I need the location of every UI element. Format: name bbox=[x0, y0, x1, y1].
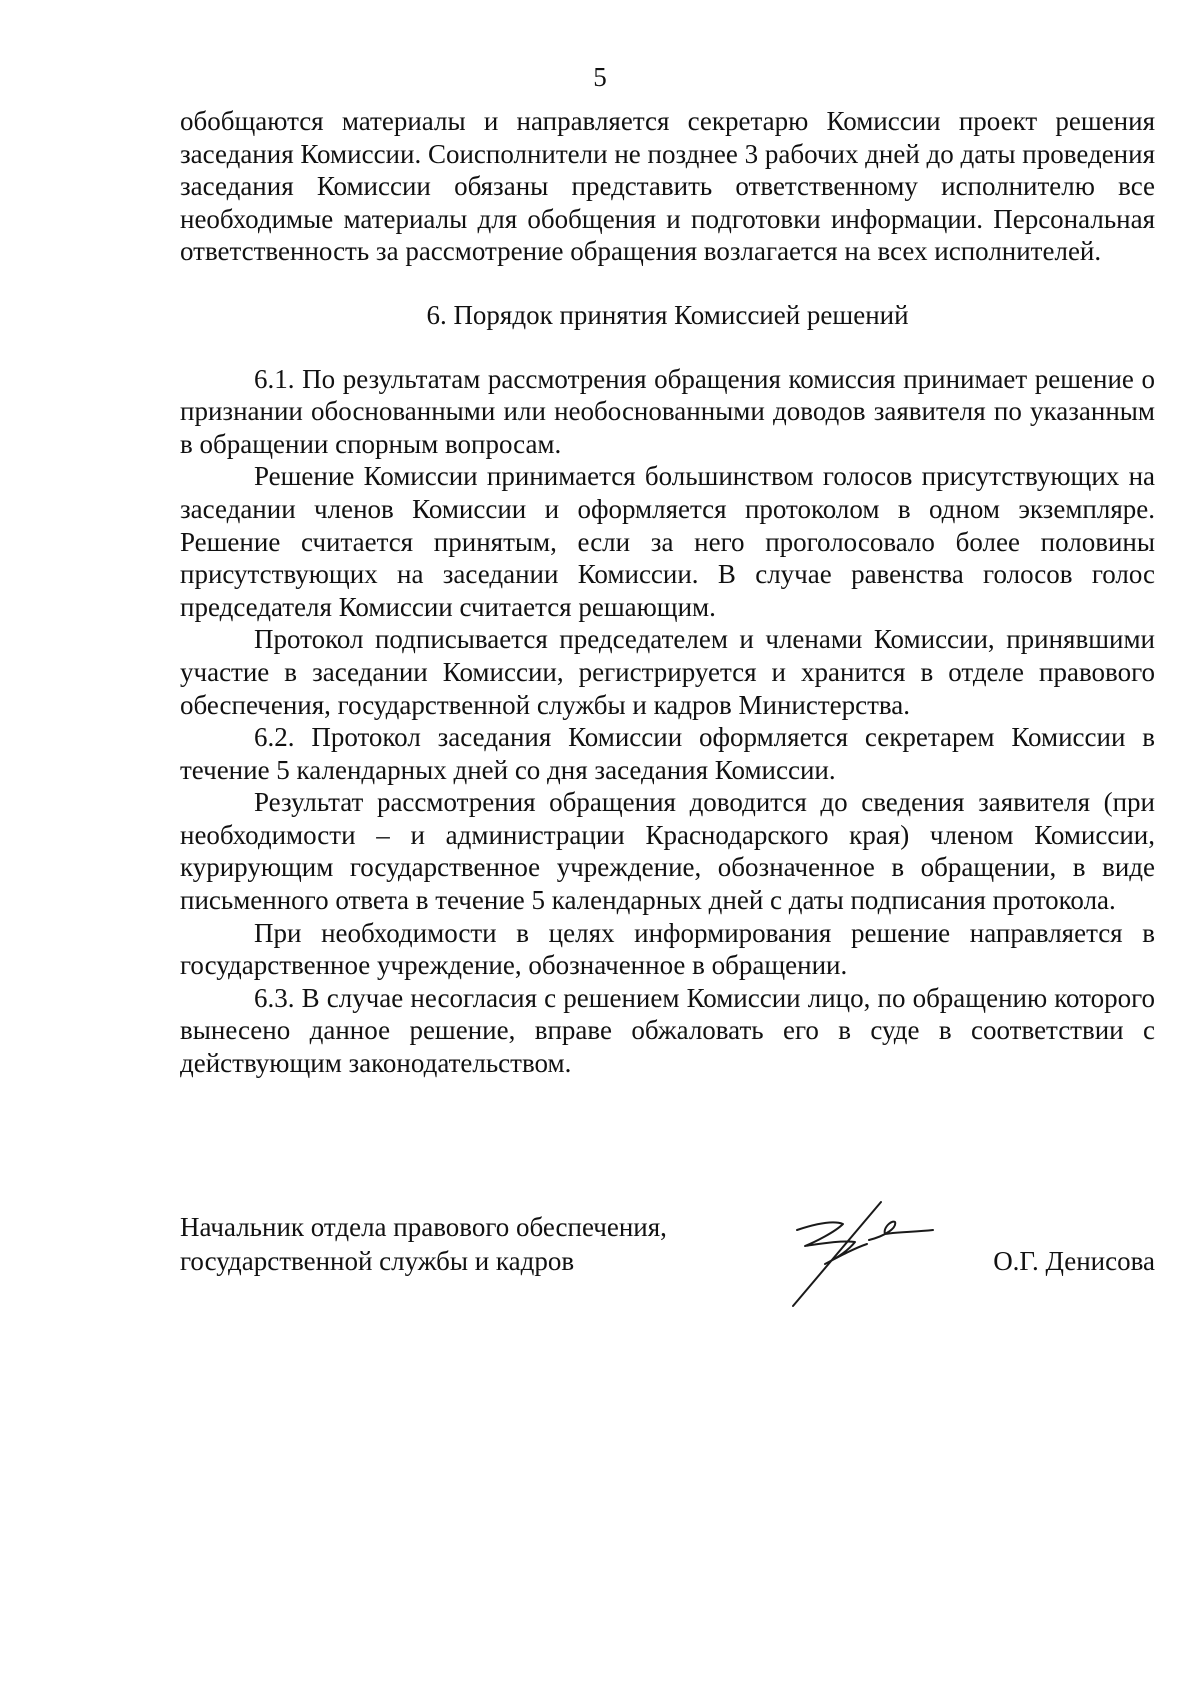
paragraph-protocol-signing: Протокол подписывается председателем и членами Комиссии, принявшими участие в заседании Комиссии, регистрируется и хранится в отделе правового обеспечения, государственной службы и кадров Министерства. bbox=[180, 624, 1155, 720]
signatory-name: О.Г. Денисова bbox=[993, 1246, 1155, 1276]
paragraph-6-1: 6.1. По результатам рассмотрения обращения комиссия принимает решение о признании обоснованными или необоснованными доводов заявителя по указанным в обращении спорным вопросам. bbox=[180, 363, 1155, 459]
section-heading: 6. Порядок принятия Комиссией решений bbox=[426, 299, 909, 330]
signatory-title-line-1: Начальник отдела правового обеспечения, bbox=[180, 1212, 667, 1242]
paragraph-6-3: 6.3. В случае несогласия с решением Комиссии лицо, по обращению которого вынесено данное решение, вправе обжаловать его в суде в соответствии с действующим законодательством. bbox=[180, 982, 1155, 1079]
signatory-title-line-2: государственной службы и кадров bbox=[180, 1246, 575, 1276]
page-number: 5 bbox=[593, 62, 607, 92]
signature-block bbox=[180, 1210, 1155, 1320]
paragraph-decision-voting: Решение Комиссии принимается большинством голосов присутствующих на заседании членов Комиссии и оформляется протоколом в одном экземпляре. Решение считается принятым, если за него проголосовало более половины присутствующих на заседании Комиссии. В случае равенства голосов голос председателя Комиссии считается решающим. bbox=[180, 461, 1155, 622]
paragraph-result-notification: Результат рассмотрения обращения доводится до сведения заявителя (при необходимости – и администрации Краснодарского края) членом Комиссии, курирующим государственное учреждение, обозначенное в обращении, в виде письменного ответа в течение 5 календарных дней с даты подписания протокола. bbox=[180, 787, 1155, 916]
signatory-title bbox=[180, 1210, 740, 1278]
paragraph-6-2: 6.2. Протокол заседания Комиссии оформляется секретарем Комиссии в течение 5 календарных дней со дня заседания Комиссии. bbox=[180, 722, 1155, 785]
document-body bbox=[180, 105, 1155, 1080]
paragraph-continuation: обобщаются материалы и направляется секретарю Комиссии проект решения заседания Комиссии. Соисполнители не позднее 3 рабочих дней до даты проведения заседания Комиссии обязаны представить ответственному исполнителю все необходимые материалы для обобщения и подготовки информации. Персональная ответственность за рассмотрение обращения возлагается на всех исполнителей. bbox=[180, 106, 1155, 267]
paragraph-information-direction: При необходимости в целях информирования решение направляется в государственное учреждение, обозначенное в обращении. bbox=[180, 917, 1155, 981]
handwritten-signature bbox=[785, 1198, 935, 1308]
